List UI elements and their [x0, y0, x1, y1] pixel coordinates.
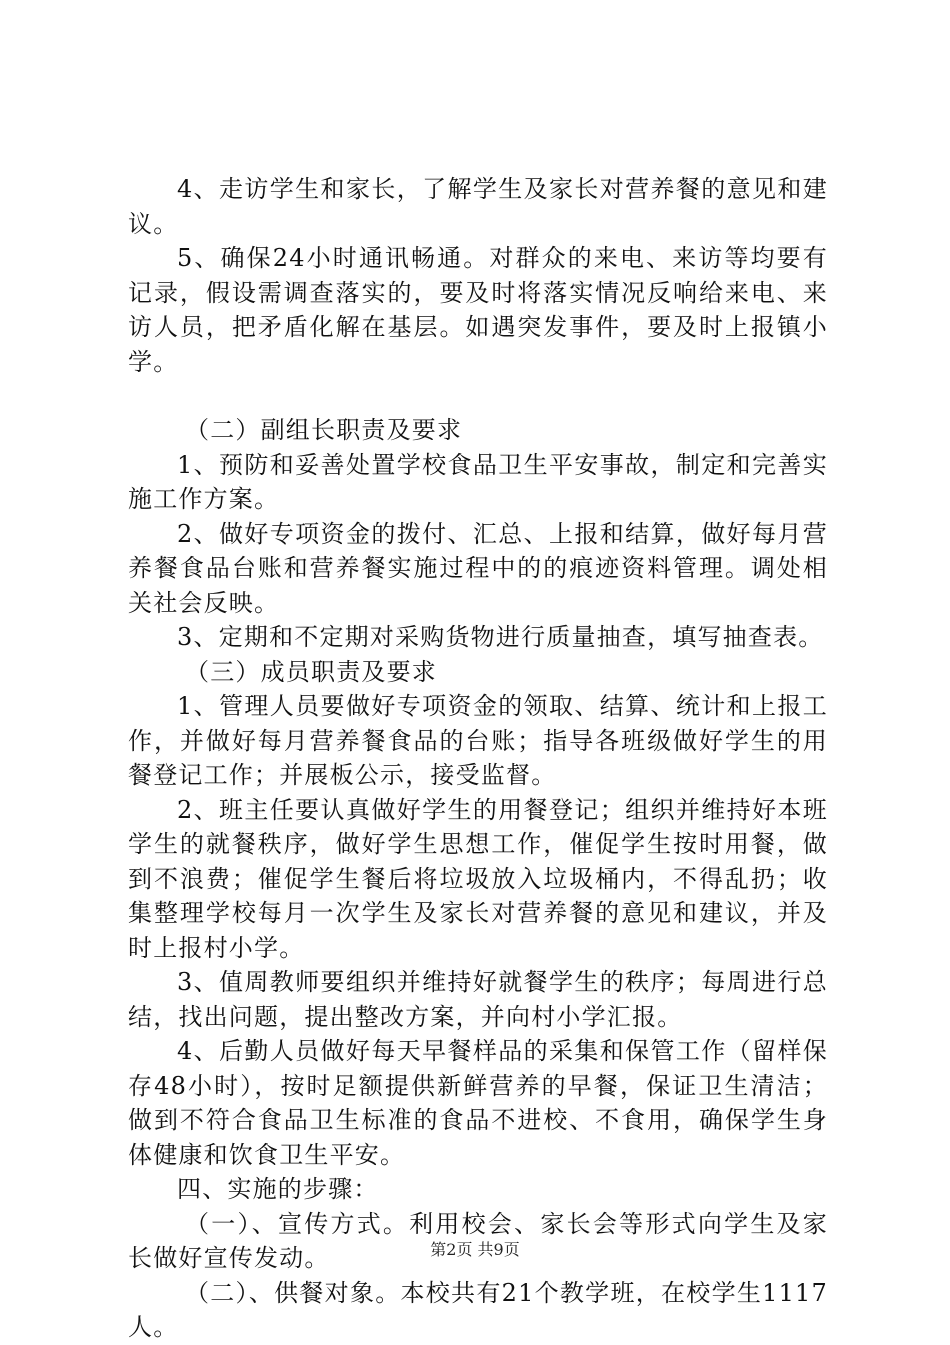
section-heading-deputy-leader: （二）副组长职责及要求 — [185, 416, 463, 444]
section-heading-implementation: 四、实施的步骤： — [177, 1175, 379, 1203]
paragraph-member-2: 2、班主任要认真做好学生的用餐登记；组织并维持好本班学生的就餐秩序，做好学生思想工作，催促学生按时用餐，做到不浪费；催促学生餐后将垃圾放入垃圾桶内，不得乱扔；收集整理学校每月一次学生及家长对营养餐的意见和建议，并及时上报村小学。 — [128, 795, 828, 962]
section-heading-members: （三）成员职责及要求 — [185, 657, 437, 686]
paragraph-deputy-3: 3、定期和不定期对采购货物进行质量抽查，填写抽查表。 — [177, 623, 824, 651]
paragraph-publicity: （一）、宣传方式。利用校会、家长会等形式向学生及家长做好宣传发动。 — [128, 1209, 828, 1272]
paragraph-item-5: 5、确保24小时通讯畅通。对群众的来电、来访等均要有记录，假设需调查落实的，要及时将落实情况反响给来电、来访人员，把矛盾化解在基层。如遇突发事件，要及时上报镇小学。 — [128, 244, 828, 376]
paragraph-deputy-2: 2、做好专项资金的拨付、汇总、上报和结算，做好每月营养餐食品台账和营养餐实施过程中的的痕迹资料管理。调处相关社会反映。 — [128, 519, 828, 617]
page-number-footer: 第2页 共9页 — [430, 1240, 520, 1259]
paragraph-meal-targets: （二）、供餐对象。本校共有21个教学班，在校学生1117人。 — [128, 1278, 828, 1341]
document-body — [128, 172, 828, 1345]
paragraph-member-1: 1、管理人员要做好专项资金的领取、结算、统计和上报工作，并做好每月营养餐食品的台账；指导各班级做好学生的用餐登记工作；并展板公示，接受监督。 — [128, 692, 828, 789]
paragraph-deputy-1: 1、预防和妥善处置学校食品卫生平安事故，制定和完善实施工作方案。 — [128, 450, 828, 513]
paragraph-member-4: 4、后勤人员做好每天早餐样品的采集和保管工作（留样保存48小时），按时足额提供新鲜营养的早餐，保证卫生清洁；做到不符合食品卫生标准的食品不进校、不食用，确保学生身体健康和饮食卫生平安。 — [128, 1037, 828, 1169]
paragraph-member-3: 3、值周教师要组织并维持好就餐学生的秩序；每周进行总结，找出问题，提出整改方案，并向村小学汇报。 — [128, 968, 828, 1031]
paragraph-item-4: 4、走访学生和家长，了解学生及家长对营养餐的意见和建议。 — [128, 175, 828, 238]
paragraph-gap — [128, 379, 828, 413]
